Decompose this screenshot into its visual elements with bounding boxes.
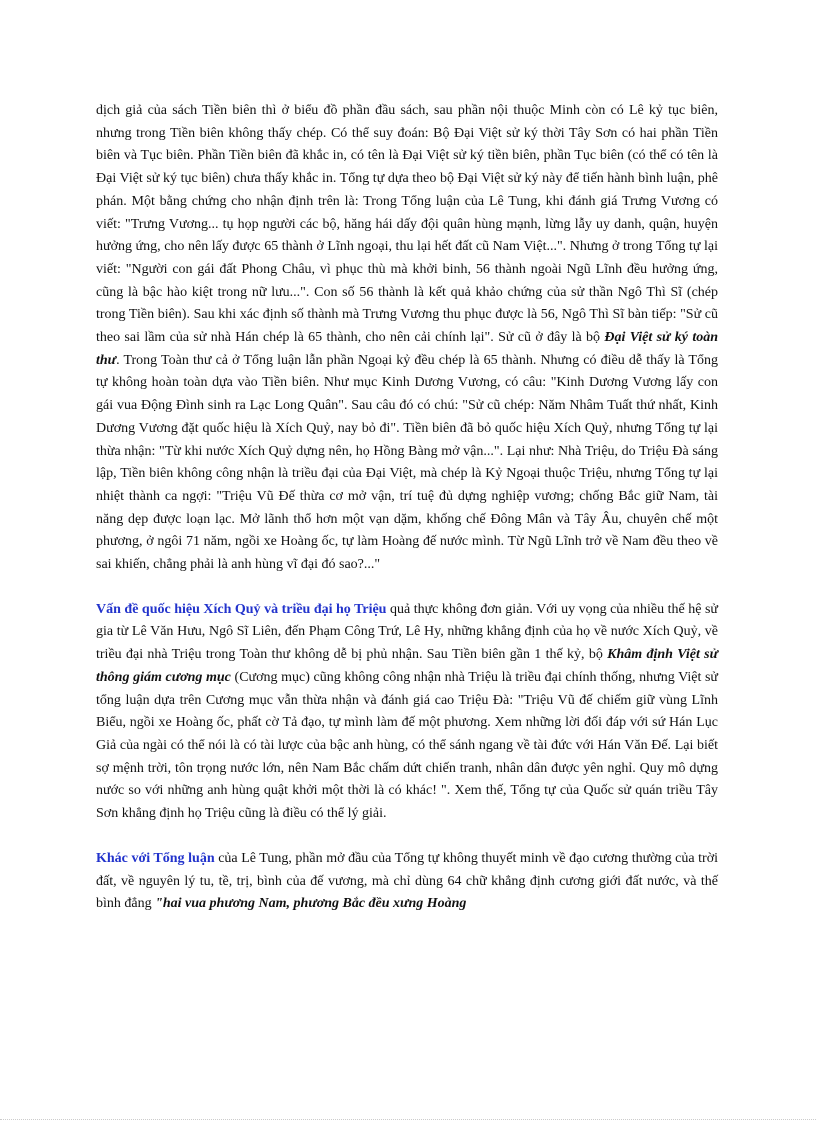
paragraph-heading-xich-quy: Vấn đề quốc hiệu Xích Quỷ và triều đại họ Triệu <box>96 601 387 617</box>
document-page <box>96 100 718 938</box>
page-bottom-border <box>0 1119 816 1120</box>
book-title-cuong-muc: Khâm định Việt sử thông giám cương mục <box>96 647 719 685</box>
paragraph-text: quả thực không đơn giản. Với uy vọng của nhiều thế hệ sử gia từ Lê Văn Hưu, Ngô Sĩ Liên, đến Phạm Công Trứ, Lê Hy, những khẳng định của họ về nước Xích Quỷ, về triều đại nhà Triệu trong Toàn thư không dễ bị phủ nhận. Sau Tiền biên gần 1 thế kỷ, bộ <box>96 601 718 663</box>
paragraph-tong-luan <box>96 848 718 916</box>
quote-two-emperors: "hai vua phương Nam, phương Bắc đều xưng Hoàng <box>155 896 467 912</box>
paragraph-xich-quy <box>96 599 718 826</box>
paragraph-sources <box>96 100 718 577</box>
paragraph-text: của Lê Tung, phần mở đầu của Tổng tự không thuyết minh về đạo cương thường của trời đất, về nguyên lý tu, tề, trị, bình của đế vương, mà chỉ dùng 64 chữ khẳng định cương giới đất nước, và thế bình đẳng <box>96 850 718 912</box>
paragraph-heading-tong-luan: Khác với Tổng luận <box>96 850 215 866</box>
paragraph-text: (Cương mục) cũng không công nhận nhà Triệu là triều đại chính thống, nhưng Việt sử tổng luận dựa trên Cương mục vẫn thừa nhận và đánh giá cao Triệu Đà: "Triệu Vũ đế chiếm giữ vùng Lĩnh Biểu, ngồi xe Hoàng ốc, phất cờ Tả đạo, tự mình làm đế một phương. Xem những lời đối đáp với sứ Hán Lục Giả của ngài có thể nói là có tài lược của bậc anh hùng, có thể sánh ngang về tài đức với Hán Văn Đế. Lại biết sợ mệnh trời, tôn trọng nước lớn, nên Nam Bắc chấm dứt chiến tranh, nhân dân được yên nghỉ. Quy mô dựng nước so với những anh hùng quật khởi một thời là có khác! ". Xem thế, Tổng tự của Quốc sử quán triều Tây Sơn khẳng định họ Triệu cũng là điều có thể lý giải. <box>96 669 719 822</box>
paragraph-text: dịch giả của sách Tiền biên thì ở biểu đồ phần đầu sách, sau phần nội thuộc Minh còn có Lê kỷ tục biên, nhưng trong Tiền biên không thấy chép. Có thể suy đoán: Bộ Đại Việt sử ký thời Tây Sơn có hai phần Tiền biên và Tục biên. Phần Tiền biên đã khắc in, có tên là Đại Việt sử ký tiền biên, phần Tục biên (có thể có tên là Đại Việt sử ký tục biên) chưa thấy khắc in. Tổng tự dựa theo bộ Đại Việt sử ký này để tiến hành bình luận, phê phán. Một bằng chứng cho nhận định trên là: Trong Tổng luận của Lê Tung, khi đánh giá Trưng Vương có viết: "Trưng Vương... tụ họp người các bộ, hăng hái dấy đội quân hùng mạnh, lừng lẫy uy danh, quận, huyện hưởng ứng, cho nên lấy được 65 thành ở Lĩnh ngoại, thu lại hết đất cũ Nam Việt...". Nhưng ở trong Tổng tự lại viết: "Người con gái đất Phong Châu, vì phục thù mà khởi binh, 56 thành ngoài Ngũ Lĩnh đều hưởng ứng, cũng là bậc hào kiệt trong nữ lưu...". Con số 56 thành là kết quả khảo chứng của sử thần Ngô Thì Sĩ (chép trong Tiền biên). Sau khi xác định số thành mà Trưng Vương thu phục được là 56, Ngô Thì Sĩ bàn tiếp: "Sử cũ theo sai lầm của sử nhà Hán chép là 65 thành, cho nên cải chính lại". Sử cũ ở đây là bộ <box>96 103 718 346</box>
book-title-toan-thu: Đại Việt sử ký toàn thư <box>96 330 718 368</box>
paragraph-text: . Trong Toàn thư cả ở Tổng luận lẫn phần Ngoại kỷ đều chép là 65 thành. Nhưng có điều dễ thấy là Tổng tự không hoàn toàn dựa vào Tiền biên. Như mục Kinh Dương Vương, có câu: "Kinh Dương Vương lấy con gái vua Động Đình sinh ra Lạc Long Quân". Sau câu đó có chú: "Sử cũ chép: Năm Nhâm Tuất thứ nhất, Kinh Dương Vương đặt quốc hiệu là Xích Quỷ, nay bỏ đi". Tiền biên đã bỏ quốc hiệu Xích Quỷ, nhưng Tổng tự lại thừa nhận: "Từ khi nước Xích Quỷ dựng nên, họ Hồng Bàng mở vận...". Lại như: Nhà Triệu, do Triệu Đà sáng lập, Tiền biên không công nhận là triều đại của Đại Việt, mà chép là Kỷ Ngoại thuộc Triệu, nhưng Tổng tự lại nhiệt thành ca ngợi: "Triệu Vũ Đế thừa cơ mở vận, trí tuệ đủ dựng nghiệp vương; chống Bắc giữ Nam, tài năng dẹp được loạn lạc. Mở lãnh thổ hơn một vạn dặm, khống chế Đông Mân và Tây Âu, chuyên chế một phương, ở ngôi 71 năm, ngồi xe Hoàng ốc, tự làm Hoàng đế nước mình. Từ Ngũ Lĩnh trở về Nam đều theo về sai khiến, chẳng phải là anh hùng vĩ đại đó sao?..." <box>96 352 718 573</box>
